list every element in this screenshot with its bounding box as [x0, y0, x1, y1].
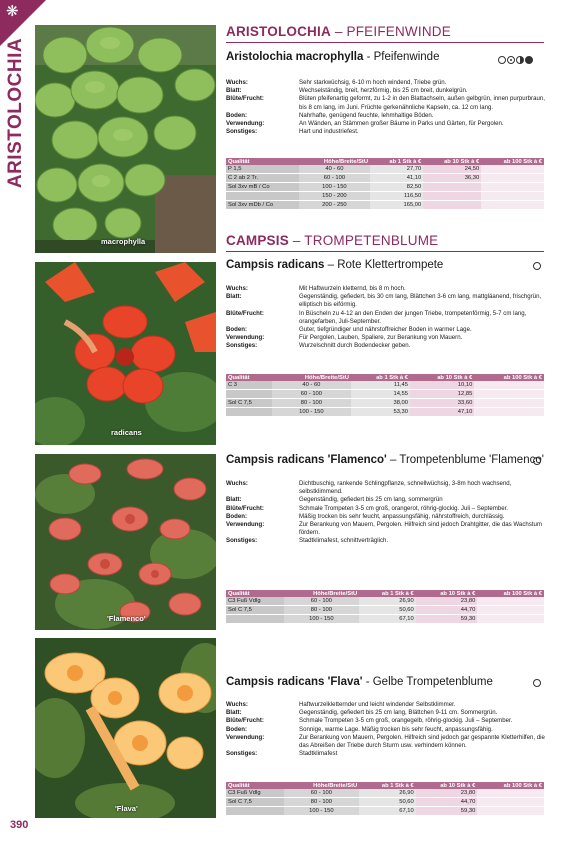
photo-radicans [35, 262, 216, 445]
partial-sun-icon [507, 56, 515, 64]
table-row: P 1,5 40 - 60 27,70 24,50 [226, 165, 544, 174]
photo-caption: radicans [111, 428, 142, 437]
table-row: C3 Fuß Vdlg 60 - 100 26,90 23,80 [226, 597, 544, 606]
table-row: 100 - 150 67,10 59,30 [226, 807, 544, 816]
photo-caption: macrophylla [101, 237, 146, 246]
site-symbols [533, 457, 541, 465]
sun-icon [533, 457, 541, 465]
species-title: Campsis radicans 'Flamenco' – Trompetenblume 'Flamenco' [226, 454, 544, 466]
side-title-text: ARISTOLOCHIA [5, 37, 26, 189]
shade-icon [525, 56, 533, 64]
table-row: Sol C 7,5 80 - 100 50,60 44,70 [226, 606, 544, 615]
photo-flamenco [35, 454, 216, 630]
species-title: Aristolochia macrophylla - Pfeifenwinde [226, 51, 440, 63]
price-table: Qualität Höhe/Breite/StU ab 1 Stk à € ab 10 Stk à € ab 100 Stk à € P 1,5 40 - 60 27,70 24,50 C 2 ab 2 Tr. 60 - 100 41,10 36,30 Sol 3xv mB / Co 100 - 150 82,50 150 - 200 116,50 Sol 3xv mDb / Co 200 - 250 165,00 [228, 158, 542, 208]
species-description: Wuchs: Haftwurzelkletternder und leicht windender Selbstklimmer. Blatt: Gegenständig, gefiedert bis 25 cm lang, Blättchen 9-11 cm. Sommergrün. Blüte/Frucht: Schmale Trompeten 3-5 cm groß, orangegelb, röhrig-glockig. Juli – September. Boden: Sonnige, warme Lage. Mäßig trocken bis sehr feucht, anpassungsfähig. Verwendung: Zur Berankung von Mauern, Pergolen. Hilfreich sind jedoch gar gespannte Kletterhilfen, die das Abreißen der Triebe durch Sturm usw. verhindern können. Sonstiges: Stadtklimafest [226, 701, 545, 758]
table-row: 60 - 100 14,55 12,85 [226, 390, 544, 399]
table-row: 100 - 150 53,30 47,10 [226, 408, 544, 417]
species-title: Campsis radicans 'Flava' - Gelbe Trompetenblume [226, 676, 493, 688]
sun-icon [533, 262, 541, 270]
table-row: 150 - 200 116,50 [226, 192, 544, 201]
species-description: Wuchs: Sehr starkwüchsig, 6-10 m hoch windend, Triebe grün. Blatt: Wechselständig, breit, herzförmig, bis 25 cm breit, dunkelgrün. Blüte/Frucht: Blüten pfeifenartig geformt, zu 1-2 in den Blattachseln, außen gelbgrün, innen purpurbraun, bis 8 cm lang, im Juni. Früchte gerkenähnliche Kapseln, ca. 12 cm lang. Boden: Nahrhafte, genügend feuchte, lehmhaltige Böden. Verwendung: An Wänden, an Stämmen großer Bäume in Parks und Gärten, für Pergolen. Sonstiges: Hart und industriefest. [226, 79, 545, 136]
site-symbols [533, 262, 541, 270]
price-table: Qualität Höhe/Breite/StU ab 1 Stk à € ab 10 Stk à € ab 100 Stk à € C3 Fuß Vdlg 60 - 100 26,90 23,80 Sol C 7,5 80 - 100 50,60 44,70 100 - 150 67,10 59,30 [228, 590, 542, 622]
table-row: C3 Fuß Vdlg 60 - 100 26,90 23,80 [226, 789, 544, 798]
table-row: C 2 ab 2 Tr. 60 - 100 41,10 36,30 [226, 174, 544, 183]
photo-macrophylla [35, 25, 216, 253]
table-row: 100 - 150 67,10 59,30 [226, 615, 544, 624]
photo-caption: 'Flava' [115, 804, 138, 813]
photo-caption: 'Flamenco' [107, 614, 146, 623]
table-row: Sol 3xv mDb / Co 200 - 250 165,00 [226, 201, 544, 210]
table-row: Sol 3xv mB / Co 100 - 150 82,50 [226, 183, 544, 192]
photo-flava [35, 638, 216, 818]
site-symbols [533, 679, 541, 687]
table-row: Sol C 7,5 80 - 100 50,60 44,70 [226, 798, 544, 807]
sun-icon [498, 56, 506, 64]
genus-heading-campsis: CAMPSIS – TROMPETENBLUME [226, 233, 439, 248]
table-row: C 3 40 - 60 11,45 10,10 [226, 381, 544, 390]
species-title: Campsis radicans – Rote Klettertrompete [226, 259, 444, 271]
genus-heading-aristolochia: ARISTOLOCHIA – PFEIFENWINDE [226, 24, 451, 39]
species-description: Wuchs: Dichtbuschig, rankende Schlingpflanze, schnellwüchsig, 3-8m hoch wachsend, selbstklimmend. Blatt: Gegenständig, gefiedert bis 25 cm lang, sommergrün Blüte/Frucht: Schmale Trompeten 3-5 cm groß, orangerot, röhrig-glockig. Juli – September. Boden: Mäßig trocken bis sehr feucht, anpassungsfähig, nährstoffreich, durchlässig. Verwendung: Zur Berankung von Mauern, Pergolen. Hilfreich sind jedoch Drahtgitter, die das Wachstum fördern. Sonstiges: Stadtklimafest, schnittverträglich. [226, 480, 542, 545]
sun-icon [533, 679, 541, 687]
divider [226, 42, 544, 43]
side-title [2, 37, 30, 189]
divider [226, 251, 544, 252]
site-symbols [498, 56, 533, 64]
page-number: 390 [10, 819, 29, 831]
price-table: Qualität Höhe/Breite/StU ab 1 Stk à € ab 10 Stk à € ab 100 Stk à € C3 Fuß Vdlg 60 - 100 26,90 23,80 Sol C 7,5 80 - 100 50,60 44,70 100 - 150 67,10 59,30 [228, 782, 542, 814]
table-row: Sol C 7,5 80 - 100 38,00 33,60 [226, 399, 544, 408]
species-description: Wuchs: Mit Haftwurzeln kletternd, bis 8 m hoch. Blatt: Gegenständig, gefiedert, bis 30 cm lang, Blättchen 3-6 cm lang, mattgläanend, frischgrün, elliptisch bis eiförmig. Blüte/Frucht: In Büscheln zu 4-12 an den Enden der jungen Triebe, trompetenförmig, 5-7 cm lang, orangefarben, Juli-September. Boden: Guter, tiefgründiger und nährstoffreicher Boden in warmer Lage. Verwendung: Für Pergolen, Lauben, Spaliere, zur Berankung von Mauern. Sonstiges: Wurzelschnitt durch Bodendecker geben. [226, 285, 542, 350]
half-shade-icon [516, 56, 524, 64]
leaf-icon: ❋ [6, 3, 19, 20]
price-table: Qualität Höhe/Breite/StU ab 1 Stk à € ab 10 Stk à € ab 100 Stk à € C 3 40 - 60 11,45 10,10 60 - 100 14,55 12,85 Sol C 7,5 80 - 100 38,00 33,60 100 - 150 53,30 47,10 [228, 374, 542, 415]
